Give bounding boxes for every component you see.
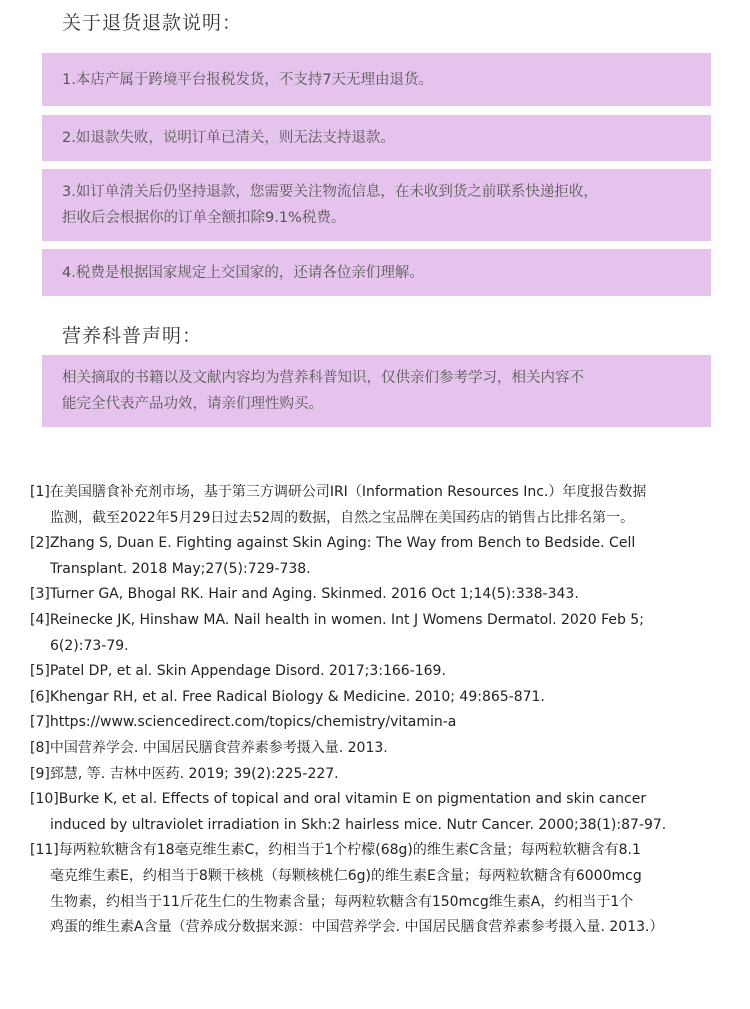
refund-item-4-text: 4.税费是根据国家规定上交国家的，还请各位亲们理解。 (62, 264, 424, 281)
reference-line: [9]郅慧, 等. 吉林中医药. 2019; 39(2):225-227. (30, 765, 339, 782)
reference-line: [3]Turner GA, Bhogal RK. Hair and Aging. Skinmed. 2016 Oct 1;14(5):338-343. (30, 586, 579, 603)
reference-item-9 (30, 762, 735, 788)
refund-item-2-text: 2.如退款失败，说明订单已清关，则无法支持退款。 (62, 130, 395, 146)
reference-line: [1]在美国膳食补充剂市场，基于第三方调研公司IRI（Information Resources Inc.）年度报告数据 (30, 484, 647, 500)
nutrition-disclaimer-line-2: 能完全代表产品功效，请亲们理性购买。 (62, 396, 323, 412)
reference-item-2 (30, 531, 735, 582)
reference-item-7 (30, 710, 735, 736)
reference-line: 6(2):73-79. (50, 637, 129, 654)
reference-line: induced by ultraviolet irradiation in Skh:2 hairless mice. Nutr Cancer. 2000;38(1):87-97. (50, 816, 667, 833)
reference-line: [8]中国营养学会. 中国居民膳食营养素参考摄入量. 2013. (30, 739, 388, 756)
reference-line: 生物素，约相当于11斤花生仁的生物素含量；每两粒软糖含有150mcg维生素A，约相当于1个 (50, 893, 634, 910)
nutrition-disclaimer-line-1: 相关摘取的书籍以及文献内容均为营养科普知识，仅供亲们参考学习，相关内容不 (62, 370, 584, 386)
nutrition-disclaimer-box (42, 355, 711, 427)
refund-item-1 (42, 53, 711, 106)
reference-line: [5]Patel DP, et al. Skin Appendage Disord. 2017;3:166-169. (30, 663, 446, 680)
refund-item-3-line-1: 3.如订单清关后仍坚持退款，您需要关注物流信息，在未收到货之前联系快递拒收， (62, 184, 598, 200)
refund-item-3 (42, 169, 711, 241)
reference-item-10 (30, 787, 735, 838)
refund-item-3-line-2: 拒收后会根据你的订单全额扣除9.1%税费。 (62, 210, 346, 226)
nutrition-disclaimer-heading: 营养科普声明： (62, 325, 203, 347)
reference-line: 毫克维生素E，约相当于8颗干核桃（每颗核桃仁6g)的维生素E含量；每两粒软糖含有6000mcg (50, 867, 642, 884)
reference-item-6 (30, 685, 735, 711)
reference-line: Transplant. 2018 May;27(5):729-738. (50, 560, 311, 577)
reference-line: [11]每两粒软糖含有18毫克维生素C，约相当于1个柠檬(68g)的维生素C含量；每两粒软糖含有8.1 (30, 842, 641, 859)
refund-item-1-text: 1.本店产属于跨境平台报税发货，不支持7天无理由退货。 (62, 71, 434, 88)
reference-item-3 (30, 582, 735, 608)
reference-line: [6]Khengar RH, et al. Free Radical Biology & Medicine. 2010; 49:865-871. (30, 688, 545, 705)
reference-line: 鸡蛋的维生素A含量（营养成分数据来源：中国营养学会. 中国居民膳食营养素参考摄入量. 2013.） (50, 919, 664, 936)
refund-policy-heading: 关于退货退款说明： (62, 12, 243, 34)
reference-line: [4]Reinecke JK, Hinshaw MA. Nail health in women. Int J Womens Dermatol. 2020 Feb 5; (30, 611, 644, 628)
reference-line: [7]https://www.sciencedirect.com/topics/chemistry/vitamin-a (30, 714, 457, 731)
reference-line: 监测，截至2022年5月29日过去52周的数据，自然之宝品牌在美国药店的销售占比排名第一。 (50, 509, 635, 526)
reference-item-11 (30, 838, 735, 940)
reference-item-5 (30, 659, 735, 685)
reference-line: [2]Zhang S, Duan E. Fighting against Skin Aging: The Way from Bench to Bedside. Cell (30, 535, 636, 552)
refund-item-4 (42, 249, 711, 296)
refund-item-2 (42, 115, 711, 161)
reference-line: [10]Burke K, et al. Effects of topical and oral vitamin E on pigmentation and skin cancer (30, 791, 647, 808)
references-list (30, 480, 735, 941)
reference-item-1 (30, 480, 735, 531)
reference-item-4 (30, 608, 735, 659)
reference-item-8 (30, 736, 735, 762)
